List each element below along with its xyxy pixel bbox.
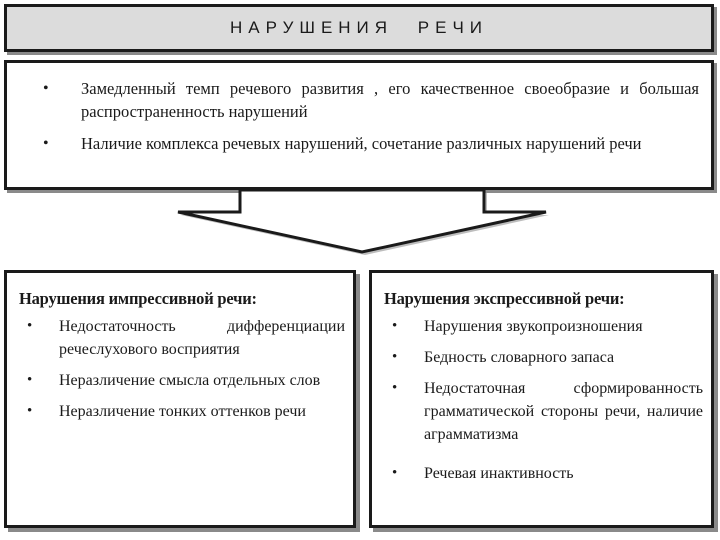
list-item — [386, 315, 703, 338]
list-item — [386, 377, 703, 446]
bullet-icon: • — [392, 349, 398, 365]
list-item — [21, 400, 345, 423]
list-item-text: Речевая инактивность — [424, 465, 574, 482]
bullet-icon: • — [392, 318, 398, 334]
impressive-speech-box — [4, 270, 356, 528]
list-item — [21, 315, 345, 361]
list-item-text: Бедность словарного запаса — [424, 349, 615, 366]
expressive-speech-list — [372, 309, 711, 485]
impressive-speech-list — [7, 309, 353, 423]
list-item-text: Нарушения звукопроизношения — [424, 318, 643, 335]
bullet-icon: • — [27, 318, 33, 334]
list-item-text: Недостаточная сформированность грамматической стороны речи, наличие аграмматизма — [424, 380, 703, 443]
list-item — [386, 462, 703, 485]
bullet-icon: • — [27, 372, 33, 388]
expressive-speech-box — [369, 270, 714, 528]
bullet-icon: • — [392, 465, 398, 481]
diagram-title: НАРУШЕНИЯ РЕЧИ — [229, 18, 489, 37]
bullet-icon: • — [43, 135, 49, 152]
bullet-icon: • — [27, 403, 33, 419]
list-item-text: Замедленный темп речевого развития , его качественное своеобразие и большая распространенность нарушений — [81, 79, 699, 121]
list-item-text: Неразличение тонких оттенков речи — [59, 403, 306, 420]
list-item-text: Недостаточность дифференциации речеслухового восприятия — [59, 318, 345, 358]
bullet-icon: • — [392, 380, 398, 396]
bullet-icon: • — [43, 80, 49, 97]
list-item-text: Наличие комплекса речевых нарушений, сочетание различных нарушений речи — [81, 134, 642, 153]
impressive-speech-heading: Нарушения импрессивной речи: — [19, 289, 257, 308]
list-item — [21, 369, 345, 392]
list-item-text: Неразличение смысла отдельных слов — [59, 372, 321, 389]
list-item — [386, 346, 703, 369]
arrow-shape — [178, 190, 546, 252]
expressive-speech-heading: Нарушения экспрессивной речи: — [384, 289, 625, 308]
